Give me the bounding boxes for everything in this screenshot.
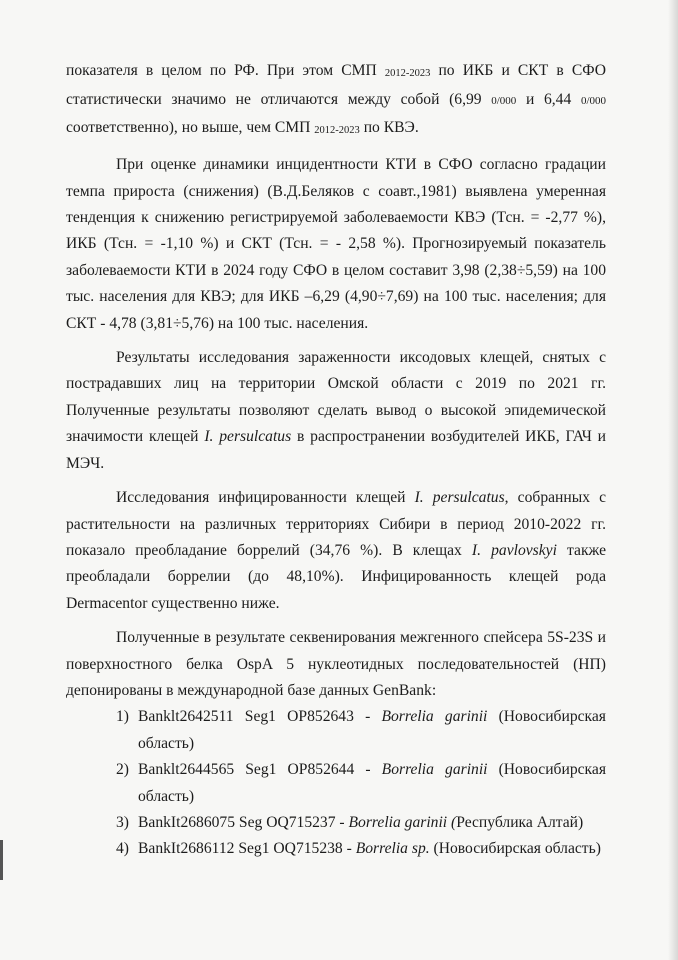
list-item: 4) BankIt2686112 Seg1 OQ715238 - Borrelia sp. (Новосибирская область) (116, 840, 601, 858)
paragraph-1: показателя в целом по РФ. При этом СМП $_{2012-2023}$ по ИКБ и СКТ в СФО статистически значимо не отличаются между собой (6,99 0/000 и 6,44 0/000 соответственно), но выше, чем СМП $_{2012-2023}$ по КВЭ. (66, 62, 606, 136)
paragraph-5: Полученные в результате секвенирования межгенного спейсера 5S-23S и поверхностного белка OspA 5 нуклеотидных последовательностей (НП) депонированы в международной базе данных GenBank: (66, 629, 606, 699)
paragraph-3: Результаты исследования зараженности иксодовых клещей, снятых с пострадавших лиц на территории Омской области с 2019 по 2021 гг. Полученные результаты позволяют сделать вывод о высокой эпидемической значимости клещей I. persulcatus в распространении возбудителей ИКБ, ГАЧ и МЭЧ. (66, 349, 606, 472)
list-item: 3) BankIt2686075 Seg OQ715237 - Borrelia garinii (Республика Алтай) (116, 813, 584, 831)
paragraph-4: Исследования инфицированности клещей I. persulcatus, собранных с растительности на различных территориях Сибири в период 2010-2022 гг. показало преобладание боррелий (34,76 %). В клещах I. pavlovskyi также преобладали боррелии (до 48,10%). Инфицированность клещей рода Dermacentor существенно ниже. (66, 489, 607, 612)
paragraph-2: При оценке динамики инцидентности КТИ в СФО согласно градации темпа прироста (снижения) (В.Д.Беляков с соавт.,1981) выявлена умеренная тенденция к снижению регистрируемой заболеваемости КВЭ (Тсн. = -2,77 %), ИКБ (Тсн. = -1,10 %) и СКТ (Тсн. = - 2,58 %). Прогнозируемый показатель заболеваемости КТИ в 2024 году СФО в целом составит 3,98 (2,38÷5,59) на 100 тыс. населения для КВЭ; для ИКБ –6,29 (4,90÷7,69) на 100 тыс. населения; для СКТ - 4,78 (3,81÷5,76) на 100 тыс. населения. (66, 156, 606, 332)
scan-edge-mark (0, 840, 3, 880)
document-body (66, 58, 606, 863)
list-item: 2) Banklt2644565 Seg1 OP852644 - Borrelia garinii (Новосибирская область) (116, 761, 606, 805)
scan-edge-shadow (668, 0, 678, 960)
genbank-list (66, 704, 606, 862)
list-item: 1) Banklt2642511 Seg1 OP852643 - Borrelia garinii (Новосибирская область) (116, 708, 606, 752)
